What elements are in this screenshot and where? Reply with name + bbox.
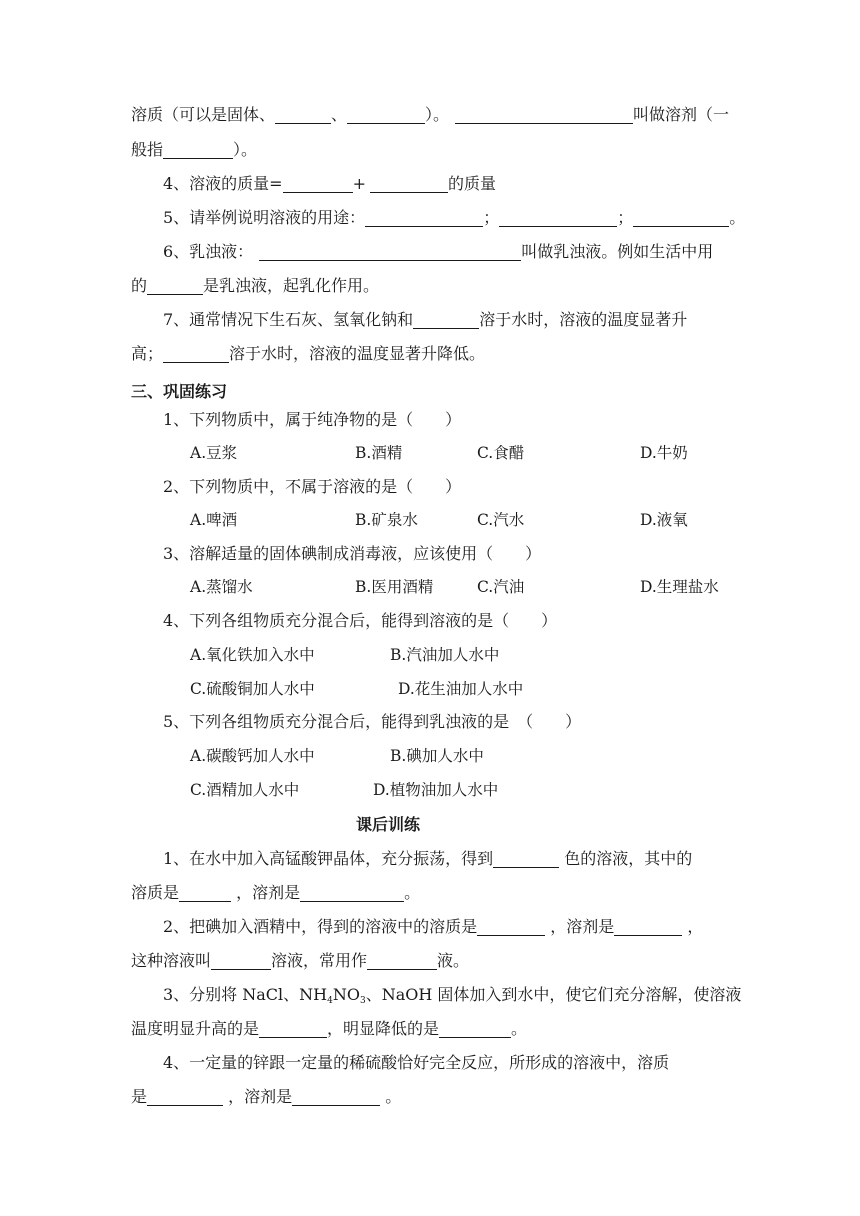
- answer-blank[interactable]: [493, 849, 559, 868]
- option-d[interactable]: D.花生油加人水中: [398, 680, 524, 698]
- answer-blank[interactable]: [367, 951, 437, 970]
- text: 的质量: [448, 174, 497, 193]
- text: 溶质是: [131, 883, 180, 902]
- answer-blank[interactable]: [499, 208, 617, 227]
- text: 6、乳浊液：: [163, 242, 254, 261]
- text: ）。: [233, 140, 258, 159]
- answer-blank[interactable]: [163, 344, 229, 363]
- question-7: [163, 305, 687, 335]
- answer-blank[interactable]: [365, 208, 483, 227]
- text: NO: [332, 985, 360, 1004]
- answer-blank[interactable]: [633, 208, 729, 227]
- text: 。: [729, 208, 746, 227]
- definition-solvent-line: [131, 135, 257, 165]
- answer-blank[interactable]: [163, 140, 233, 159]
- option-a[interactable]: A.啤酒: [190, 511, 238, 529]
- answer-blank[interactable]: [147, 1087, 223, 1106]
- option-d[interactable]: D.牛奶: [640, 444, 688, 462]
- option-a[interactable]: A.蒸馏水: [190, 578, 253, 596]
- text: +: [352, 174, 366, 193]
- subscript: 3: [359, 996, 366, 1006]
- text: 4、一定量的锌跟一定量的稀硫酸恰好完全反应，所形成的溶液中，溶质: [163, 1053, 670, 1072]
- answer-blank[interactable]: [211, 951, 271, 970]
- answer-blank[interactable]: [413, 310, 479, 329]
- answer-blank[interactable]: [275, 105, 331, 124]
- text: 叫做溶剂（一: [633, 105, 730, 124]
- mc-question-3: 3、溶解适量的固体碘制成消毒液，应该使用（ ）: [163, 544, 542, 563]
- answer-blank[interactable]: [259, 242, 521, 261]
- text: 3、分别将 NaCl、NH: [163, 985, 328, 1004]
- text: 溶液，常用作: [271, 951, 368, 970]
- question-4: [163, 169, 496, 199]
- option-a[interactable]: A.碳酸钙加人水中: [190, 747, 315, 765]
- text: 叫做乳浊液。例如生活中用: [521, 242, 714, 261]
- question-6: [163, 237, 713, 267]
- answer-blank[interactable]: [455, 105, 633, 124]
- mc-options-3: [0, 572, 860, 602]
- option-c[interactable]: C.食醋: [477, 444, 525, 462]
- answer-blank[interactable]: [179, 883, 231, 902]
- option-b[interactable]: B.汽油加人水中: [390, 646, 500, 664]
- training-question-1: [163, 844, 692, 874]
- option-c[interactable]: C.汽油: [477, 578, 525, 596]
- option-a[interactable]: A.豆浆: [190, 444, 238, 462]
- text: 溶于水时，溶液的温度显著升降低。: [229, 344, 486, 363]
- text: 温度明显升高的是: [131, 1019, 260, 1038]
- option-b[interactable]: B.医用酒精: [355, 578, 434, 596]
- after-class-title: 课后训练: [356, 815, 421, 834]
- training-question-2: [163, 912, 703, 942]
- training-question-3-continued: [131, 1014, 527, 1044]
- answer-blank[interactable]: [614, 917, 682, 936]
- text: ，明显降低的是: [327, 1019, 440, 1038]
- answer-blank[interactable]: [477, 917, 545, 936]
- text: 高；: [131, 344, 164, 363]
- training-question-3: [163, 980, 741, 1010]
- text: 溶质（可以是固体、: [131, 105, 276, 124]
- answer-blank[interactable]: [347, 105, 425, 124]
- question-6-continued: [131, 271, 379, 301]
- text: ，溶剂是: [236, 883, 301, 902]
- text: 1、在水中加入高锰酸钾晶体，充分振荡，得到: [163, 849, 494, 868]
- text: 是乳浊液，起乳化作用。: [203, 276, 380, 295]
- mc-question-1: 1、下列物质中，属于纯净物的是（ ）: [163, 410, 462, 429]
- text: 般指: [131, 140, 164, 159]
- section-title: 三、巩固练习: [131, 382, 228, 401]
- mc-question-5: 5、下列各组物质充分混合后，能得到乳浊液的是 （ ）: [163, 712, 582, 731]
- text: 。: [404, 883, 421, 902]
- text: 7、通常情况下生石灰、氢氧化钠和: [163, 310, 414, 329]
- text: 液。: [437, 951, 470, 970]
- training-question-4: [163, 1048, 669, 1078]
- mc-options-4-row2: [0, 674, 860, 704]
- text: 是: [131, 1087, 148, 1106]
- text: ，溶剂是: [228, 1087, 293, 1106]
- text: 、: [331, 105, 348, 124]
- answer-blank[interactable]: [300, 883, 404, 902]
- option-b[interactable]: B.矿泉水: [355, 511, 418, 529]
- training-question-1-continued: [131, 878, 420, 908]
- training-question-2-continued: [131, 946, 469, 976]
- text: ；: [617, 208, 634, 227]
- subscript: 4: [327, 996, 333, 1006]
- option-d[interactable]: D.生理盐水: [640, 578, 719, 596]
- training-question-4-continued: [131, 1082, 401, 1112]
- text: 溶于水时，溶液的温度显著升: [479, 310, 688, 329]
- text: ，溶剂是: [550, 917, 615, 936]
- text: 5、请举例说明溶液的用途：: [163, 208, 366, 227]
- mc-question-4: 4、下列各组物质充分混合后，能得到溶液的是（ ）: [163, 611, 558, 630]
- text: 的: [131, 276, 148, 295]
- answer-blank[interactable]: [370, 174, 448, 193]
- question-5: [163, 203, 745, 233]
- answer-blank[interactable]: [259, 1019, 327, 1038]
- answer-blank[interactable]: [283, 174, 353, 193]
- text: 2、把碘加入酒精中，得到的溶液中的溶质是: [163, 917, 478, 936]
- question-7-continued: [131, 339, 485, 369]
- text: 色的溶液，其中的: [564, 849, 693, 868]
- option-c[interactable]: C.硫酸铜加人水中: [190, 680, 315, 698]
- option-b[interactable]: B.碘加人水中: [390, 747, 484, 765]
- mc-options-1: [0, 438, 860, 468]
- text: 。: [385, 1087, 402, 1106]
- text: 这种溶液叫: [131, 951, 212, 970]
- option-a[interactable]: A.氧化铁加入水中: [190, 646, 315, 664]
- option-c[interactable]: C.酒精加人水中: [190, 781, 300, 799]
- text: ；: [483, 208, 500, 227]
- text: ，: [687, 917, 704, 936]
- option-c[interactable]: C.汽水: [477, 511, 525, 529]
- answer-blank[interactable]: [439, 1019, 511, 1038]
- mc-question-2: 2、下列物质中，不属于溶液的是（ ）: [163, 477, 462, 496]
- mc-options-5-row2: [0, 775, 860, 805]
- mc-options-2: [0, 505, 860, 535]
- text: ）。: [425, 105, 450, 124]
- text: 4、溶液的质量=: [163, 174, 283, 193]
- definition-solute-line: [131, 100, 729, 130]
- mc-options-5-row1: [0, 741, 860, 771]
- option-d[interactable]: D.液氧: [640, 511, 688, 529]
- mc-options-4-row1: [0, 640, 860, 670]
- answer-blank[interactable]: [147, 276, 203, 295]
- option-d[interactable]: D.植物油加人水中: [373, 781, 499, 799]
- text: 、NaOH 固体加入到水中，使它们充分溶解，使溶液: [365, 985, 742, 1004]
- text: 。: [511, 1019, 528, 1038]
- option-b[interactable]: B.酒精: [355, 444, 403, 462]
- answer-blank[interactable]: [292, 1087, 380, 1106]
